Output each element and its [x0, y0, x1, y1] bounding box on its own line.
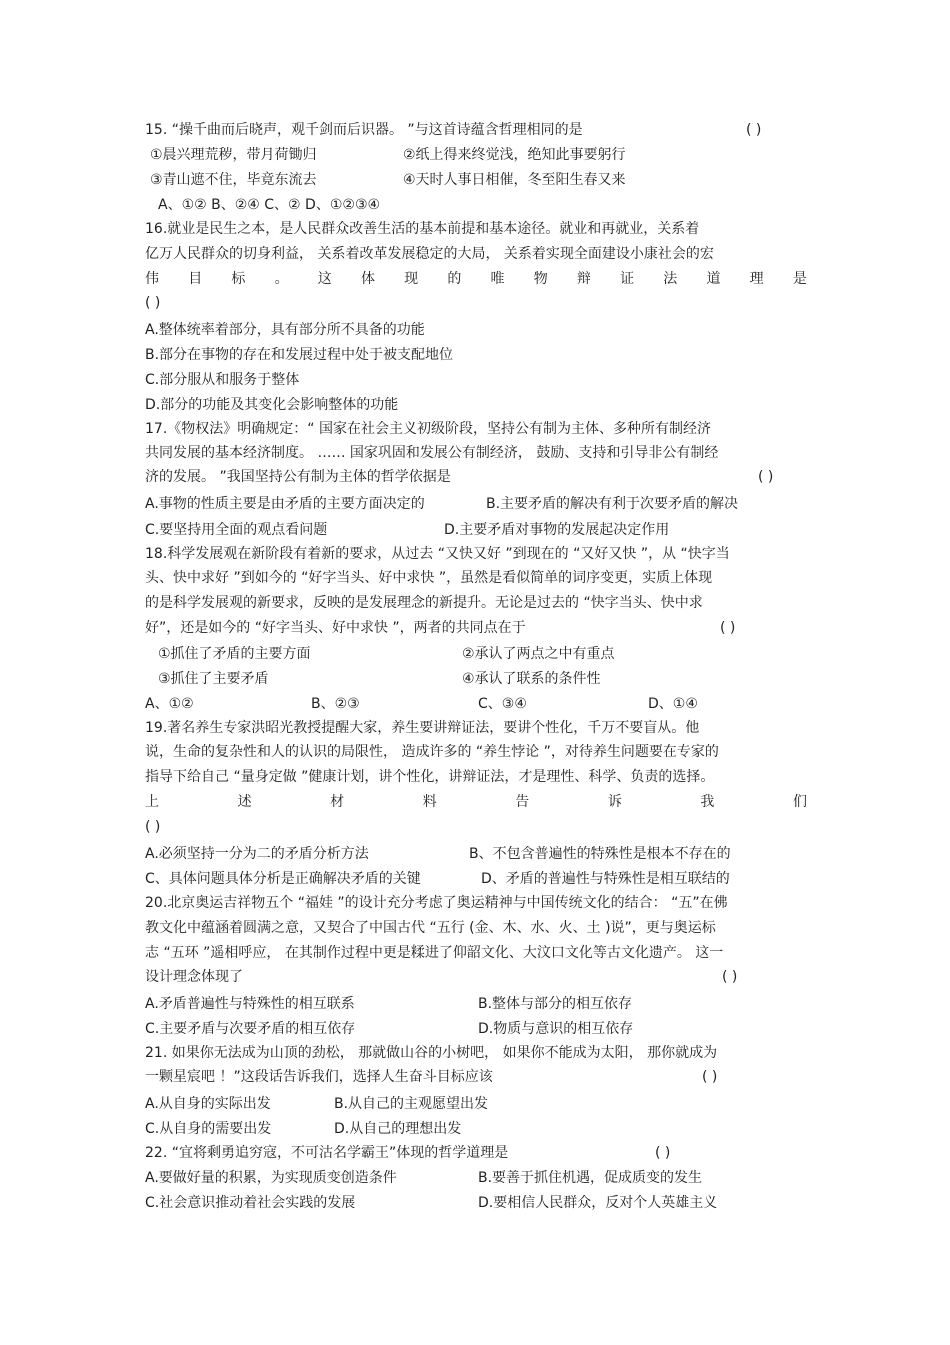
q19-char: 上	[145, 794, 159, 810]
q20-option-d: D.物质与意识的相互依存	[478, 1021, 634, 1037]
q19-option-d: D、矛盾的普遍性与特殊性是相互联结的	[481, 871, 730, 887]
q15-option-2: ②纸上得来终觉浅，绝知此事要躬行	[403, 147, 626, 163]
q18-option-1: ①抓住了矛盾的主要方面	[158, 646, 311, 662]
q17-line-2: 共同发展的基本经济制度。 …… 国家巩固和发展公有制经济， 鼓励、支持和引导非公有制经	[145, 445, 719, 461]
q19-answer-paren: ( )	[145, 819, 161, 835]
q16-char: 是	[792, 271, 807, 287]
q19-char: 告	[515, 794, 530, 810]
q22-answer-paren: ( )	[655, 1145, 671, 1161]
q16-option-a: A.整体统率着部分，具有部分所不具备的功能	[145, 322, 425, 338]
q16-option-d: D.部分的功能及其变化会影响整体的功能	[145, 397, 399, 413]
q21-line-1: 21. 如果你无法成为山顶的劲松， 那就做山谷的小树吧， 如果你不能成为太阳， 那你就成为	[145, 1045, 718, 1061]
q19-char: 料	[422, 794, 437, 810]
q22-option-b: B.要善于抓住机遇，促成质变的发生	[478, 1170, 703, 1186]
q16-char: 的	[447, 271, 462, 287]
q16-char: 法	[663, 271, 678, 287]
q16-option-c: C.部分服从和服务于整体	[145, 372, 300, 388]
q16-answer-paren: ( )	[145, 295, 161, 311]
q17-option-b: B.主要矛盾的解决有利于次要矛盾的解决	[486, 496, 739, 512]
q21-option-c: C.从自身的需要出发	[145, 1121, 272, 1137]
q19-line-3: 指导下给自己 “量身定做 ”健康计划，讲个性化，讲辩证法，才是理性、科学、负责的选择。	[145, 769, 715, 785]
q15-answer-paren: ( )	[746, 122, 762, 138]
q16-char: 唯	[490, 271, 505, 287]
q16-line-1: 16.就业是民生之本，是人民群众改善生活的基本前提和基本途径。就业和再就业，关系着	[145, 221, 700, 237]
q18-choice-c: C、③④	[478, 696, 527, 712]
q17-answer-paren: ( )	[758, 469, 774, 485]
q21-option-a: A.从自身的实际出发	[145, 1096, 271, 1112]
q16-line-3	[145, 270, 807, 288]
q18-choice-b: B、②③	[311, 696, 360, 712]
q18-answer-paren: ( )	[720, 620, 736, 636]
q15-option-4: ④天时人事日相催，冬至阳生春又来	[403, 172, 626, 188]
q17-option-d: D.主要矛盾对事物的发展起决定作用	[444, 522, 670, 538]
q15-option-1: ①晨兴理荒秽，带月荷锄归	[150, 147, 317, 163]
q19-option-c: C、具体问题具体分析是正确解决矛盾的关键	[145, 871, 421, 887]
q15-option-3: ③青山遮不住，毕竟东流去	[150, 172, 317, 188]
q16-char: 道	[706, 271, 721, 287]
q17-line-1: 17.《物权法》明确规定：“ 国家在社会主义初级阶段，坚持公有制为主体、多种所有制经济	[145, 421, 711, 437]
q20-line-2: 教文化中蕴涵着圆满之意，又契合了中国古代 “五行 (金、木、水、火、土 )说”，更与奥运标	[145, 920, 716, 936]
q18-option-4: ④承认了联系的条件性	[462, 671, 601, 687]
q18-line-1: 18.科学发展观在新阶段有着新的要求，从过去 “又快又好 ”到现在的 “又好又快 ”，从 “快字当	[145, 546, 730, 562]
q19-char: 诉	[607, 794, 622, 810]
q16-char: 证	[620, 271, 635, 287]
q16-char: 目	[188, 271, 203, 287]
q22-option-c: C.社会意识推动着社会实践的发展	[145, 1195, 356, 1211]
q16-char: 体	[360, 271, 375, 287]
q22-option-a: A.要做好量的积累，为实现质变创造条件	[145, 1170, 397, 1186]
q16-char: 标	[231, 271, 246, 287]
q16-char: 理	[749, 271, 764, 287]
q21-option-d: D.从自己的理想出发	[334, 1121, 462, 1137]
q20-line-1: 20.北京奥运吉祥物五个 “福娃 ”的设计充分考虑了奥运精神与中国传统文化的结合： “五”在佛	[145, 895, 728, 911]
q18-option-3: ③抓住了主要矛盾	[158, 671, 269, 687]
q16-option-b: B.部分在事物的存在和发展过程中处于被支配地位	[145, 347, 454, 363]
q16-char: 现	[404, 271, 419, 287]
q21-answer-paren: ( )	[702, 1069, 718, 1085]
q16-char: 伟	[145, 271, 159, 287]
q17-option-c: C.要坚持用全面的观点看问题	[145, 522, 328, 538]
q18-line-2: 头、快中求好 ”到如今的 “好字当头、好中求快 ”，虽然是看似简单的词序变更，实质上体现	[145, 570, 713, 586]
q20-answer-paren: ( )	[722, 969, 738, 985]
q16-char: 物	[533, 271, 548, 287]
q20-option-c: C.主要矛盾与次要矛盾的相互依存	[145, 1021, 356, 1037]
q18-line-3: 的是科学发展观的新要求，反映的是发展理念的新提升。无论是过去的 “快字当头、快中求	[145, 595, 703, 611]
q17-line-3: 济的发展。 ”我国坚持公有制为主体的哲学依据是	[145, 469, 451, 485]
q19-char: 我	[700, 794, 715, 810]
q21-option-b: B.从自己的主观愿望出发	[334, 1096, 489, 1112]
q19-option-b: B、不包含普遍性的特殊性是根本不存在的	[469, 846, 731, 862]
q22-option-d: D.要相信人民群众，反对个人英雄主义	[478, 1195, 718, 1211]
q19-line-4	[145, 793, 807, 811]
q18-choice-d: D、①④	[648, 696, 698, 712]
q15-choices: A、①② B、②④ C、② D、①②③④	[158, 197, 381, 213]
q20-option-b: B.整体与部分的相互依存	[478, 996, 633, 1012]
q22-stem: 22. “宜将剩勇追穷寇，不可沽名学霸王”体现的哲学道理是	[145, 1145, 509, 1161]
q17-option-a: A.事物的性质主要是由矛盾的主要方面决定的	[145, 496, 425, 512]
q20-line-4: 设计理念体现了	[145, 969, 243, 985]
q19-line-2: 说，生命的复杂性和人的认识的局限性， 造成许多的 “养生悖论 ”，对待养生问题要在专家的	[145, 744, 719, 760]
q16-line-2: 亿万人民群众的切身利益， 关系着改革发展稳定的大局， 关系着实现全面建设小康社会的宏	[145, 246, 714, 262]
q19-option-a: A.必须坚持一分为二的矛盾分析方法	[145, 846, 369, 862]
q16-char: 这	[317, 271, 332, 287]
q19-char: 们	[792, 794, 807, 810]
q20-line-3: 志 “五环 ”遥相呼应， 在其制作过程中更是糅进了仰韶文化、大汶口文化等古文化遗产。 这一	[145, 945, 724, 961]
q18-line-4: 好”，还是如今的 “好字当头、好中求快 ”，两者的共同点在于	[145, 620, 526, 636]
q18-choice-a: A、①②	[145, 696, 194, 712]
q21-line-2: 一颗星宸吧 ！”这段话告诉我们，选择人生奋斗目标应该	[145, 1069, 493, 1085]
q20-option-a: A.矛盾普遍性与特殊性的相互联系	[145, 996, 355, 1012]
q15-stem: 15. “操千曲而后晓声，观千剑而后识器。 ”与这首诗蕴含哲理相同的是	[145, 122, 583, 138]
q16-char: 辩	[576, 271, 591, 287]
q19-char: 材	[330, 794, 345, 810]
q16-char: 。	[274, 271, 289, 287]
q19-line-1: 19.著名养生专家洪昭光教授提醒大家，养生要讲辩证法，要讲个性化，千万不要盲从。他	[145, 720, 700, 736]
q19-char: 述	[237, 794, 252, 810]
q18-option-2: ②承认了两点之中有重点	[462, 646, 615, 662]
